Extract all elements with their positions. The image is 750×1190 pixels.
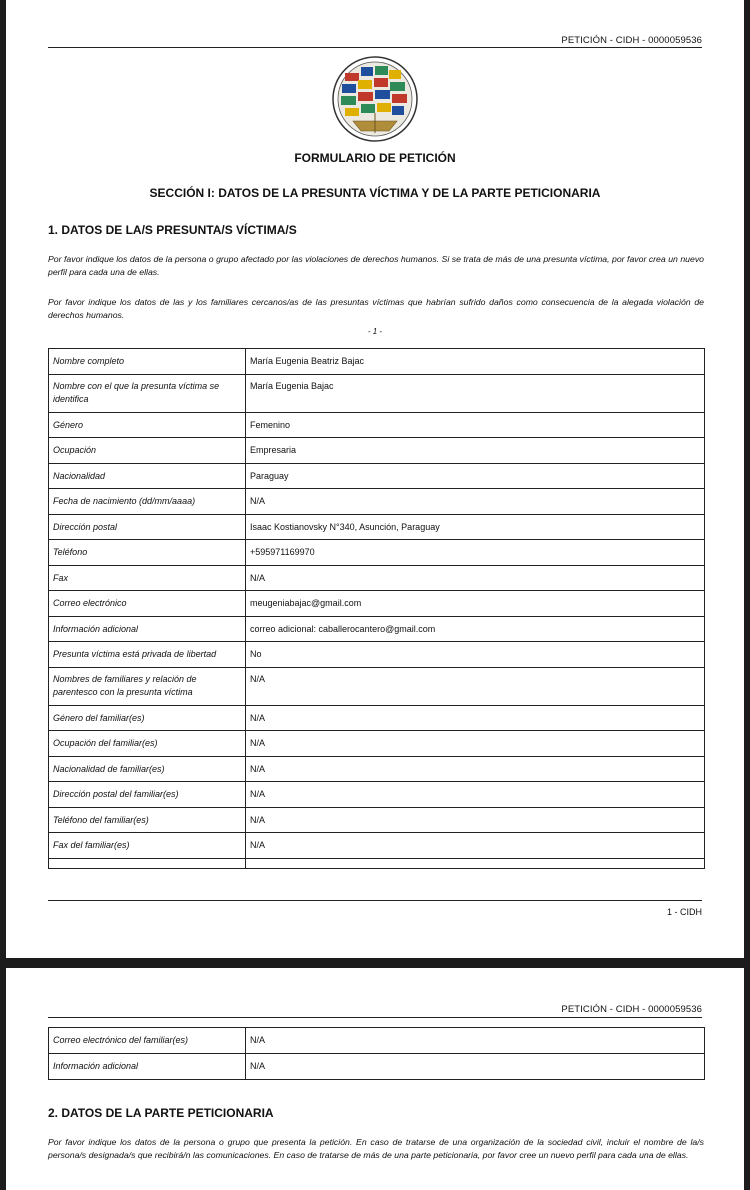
row-label: Correo electrónico xyxy=(49,591,246,617)
subsection-title-petitioner: 2. DATOS DE LA PARTE PETICIONARIA xyxy=(48,1106,274,1120)
row-label: Ocupación xyxy=(49,438,246,464)
row-value: N/A xyxy=(246,1028,705,1054)
document-page-2 xyxy=(6,968,744,1190)
table-row xyxy=(49,463,705,489)
table-row xyxy=(49,565,705,591)
table-row xyxy=(49,349,705,375)
row-label: Nombre completo xyxy=(49,349,246,375)
row-value: No xyxy=(246,642,705,668)
table-row xyxy=(49,616,705,642)
header-rule xyxy=(48,47,702,48)
row-label: Nombres de familiares y relación de parentesco con la presunta víctima xyxy=(49,667,246,705)
table-row xyxy=(49,705,705,731)
footer-rule xyxy=(48,900,702,901)
table-row xyxy=(49,1054,705,1080)
intro-paragraph-victims: Por favor indique los datos de la persona o grupo afectado por las violaciones de derechos humanos. Si se trata de más de una presunta víctima, por favor crea un nuevo perfil para cada una de ellas. xyxy=(48,254,704,277)
row-value: N/A xyxy=(246,667,705,705)
page-footer: 1 - CIDH xyxy=(666,907,702,917)
row-value: N/A xyxy=(246,1054,705,1080)
row-value: Paraguay xyxy=(246,463,705,489)
table-row xyxy=(49,807,705,833)
row-label: Fax xyxy=(49,565,246,591)
table-row xyxy=(49,642,705,668)
table-row xyxy=(49,514,705,540)
table-row xyxy=(49,438,705,464)
row-value: Isaac Kostianovsky N°340, Asunción, Paraguay xyxy=(246,514,705,540)
oas-emblem-icon xyxy=(331,55,419,143)
table-row xyxy=(49,489,705,515)
row-value: Empresaria xyxy=(246,438,705,464)
row-label: Nombre con el que la presunta víctima se identifica xyxy=(49,374,246,412)
document-page-1 xyxy=(6,0,744,958)
row-value: meugeniabajac@gmail.com xyxy=(246,591,705,617)
table-row xyxy=(49,591,705,617)
row-label: Ocupación del familiar(es) xyxy=(49,731,246,757)
row-label: Fecha de nacimiento (dd/mm/aaaa) xyxy=(49,489,246,515)
page-header-reference: PETICIÓN - CIDH - 0000059536 xyxy=(561,35,702,46)
table-row xyxy=(49,1028,705,1054)
table-row xyxy=(49,540,705,566)
row-label: Nacionalidad xyxy=(49,463,246,489)
row-label: Género xyxy=(49,412,246,438)
page-header-reference: PETICIÓN - CIDH - 0000059536 xyxy=(561,1004,702,1015)
victim-data-table xyxy=(48,348,705,869)
row-label: Presunta víctima está privada de libertad xyxy=(49,642,246,668)
table-row xyxy=(49,756,705,782)
row-value: N/A xyxy=(246,705,705,731)
row-value: María Eugenia Beatriz Bajac xyxy=(246,349,705,375)
relative-data-table xyxy=(48,1027,705,1080)
table-row xyxy=(49,833,705,859)
section-title: SECCIÓN I: DATOS DE LA PRESUNTA VÍCTIMA Y DE LA PARTE PETICIONARIA xyxy=(149,186,601,200)
row-value: +595971169970 xyxy=(246,540,705,566)
row-value: N/A xyxy=(246,756,705,782)
row-value: N/A xyxy=(246,807,705,833)
row-value: N/A xyxy=(246,782,705,808)
form-title: FORMULARIO DE PETICIÓN xyxy=(294,151,456,165)
table-row-empty xyxy=(49,858,705,868)
row-label: Dirección postal del familiar(es) xyxy=(49,782,246,808)
row-label: Fax del familiar(es) xyxy=(49,833,246,859)
page-marker: - 1 - xyxy=(367,327,383,336)
row-value: N/A xyxy=(246,833,705,859)
row-label: Dirección postal xyxy=(49,514,246,540)
subsection-title-victims: 1. DATOS DE LA/S PRESUNTA/S VÍCTIMA/S xyxy=(48,223,297,237)
table-row xyxy=(49,782,705,808)
row-label: Información adicional xyxy=(49,1054,246,1080)
table-row xyxy=(49,667,705,705)
row-label: Teléfono del familiar(es) xyxy=(49,807,246,833)
row-value: Femenino xyxy=(246,412,705,438)
table-row xyxy=(49,374,705,412)
intro-paragraph-petitioner: Por favor indique los datos de la persona o grupo que presenta la petición. En caso de tratarse de una organización de la sociedad civil, incluir el nombre de la/s persona/s designada/s que recibirá/n las comunicaciones. En caso de tratarse de más de una parte peticionaria, por favor cree un nuevo perfil para cada una de ellas. xyxy=(48,1137,704,1160)
header-rule xyxy=(48,1017,702,1018)
row-label: Nacionalidad de familiar(es) xyxy=(49,756,246,782)
row-value: correo adicional: caballerocantero@gmail.com xyxy=(246,616,705,642)
row-value: N/A xyxy=(246,489,705,515)
row-value: N/A xyxy=(246,731,705,757)
table-row xyxy=(49,412,705,438)
row-value: María Eugenia Bajac xyxy=(246,374,705,412)
row-label: Correo electrónico del familiar(es) xyxy=(49,1028,246,1054)
table-row xyxy=(49,731,705,757)
row-label: Información adicional xyxy=(49,616,246,642)
row-value: N/A xyxy=(246,565,705,591)
intro-paragraph-relatives: Por favor indique los datos de las y los familiares cercanos/as de las presuntas víctimas que habrían sufrido daños como consecuencia de la alegada violación de derechos humanos. xyxy=(48,297,704,320)
row-label: Teléfono xyxy=(49,540,246,566)
row-label: Género del familiar(es) xyxy=(49,705,246,731)
